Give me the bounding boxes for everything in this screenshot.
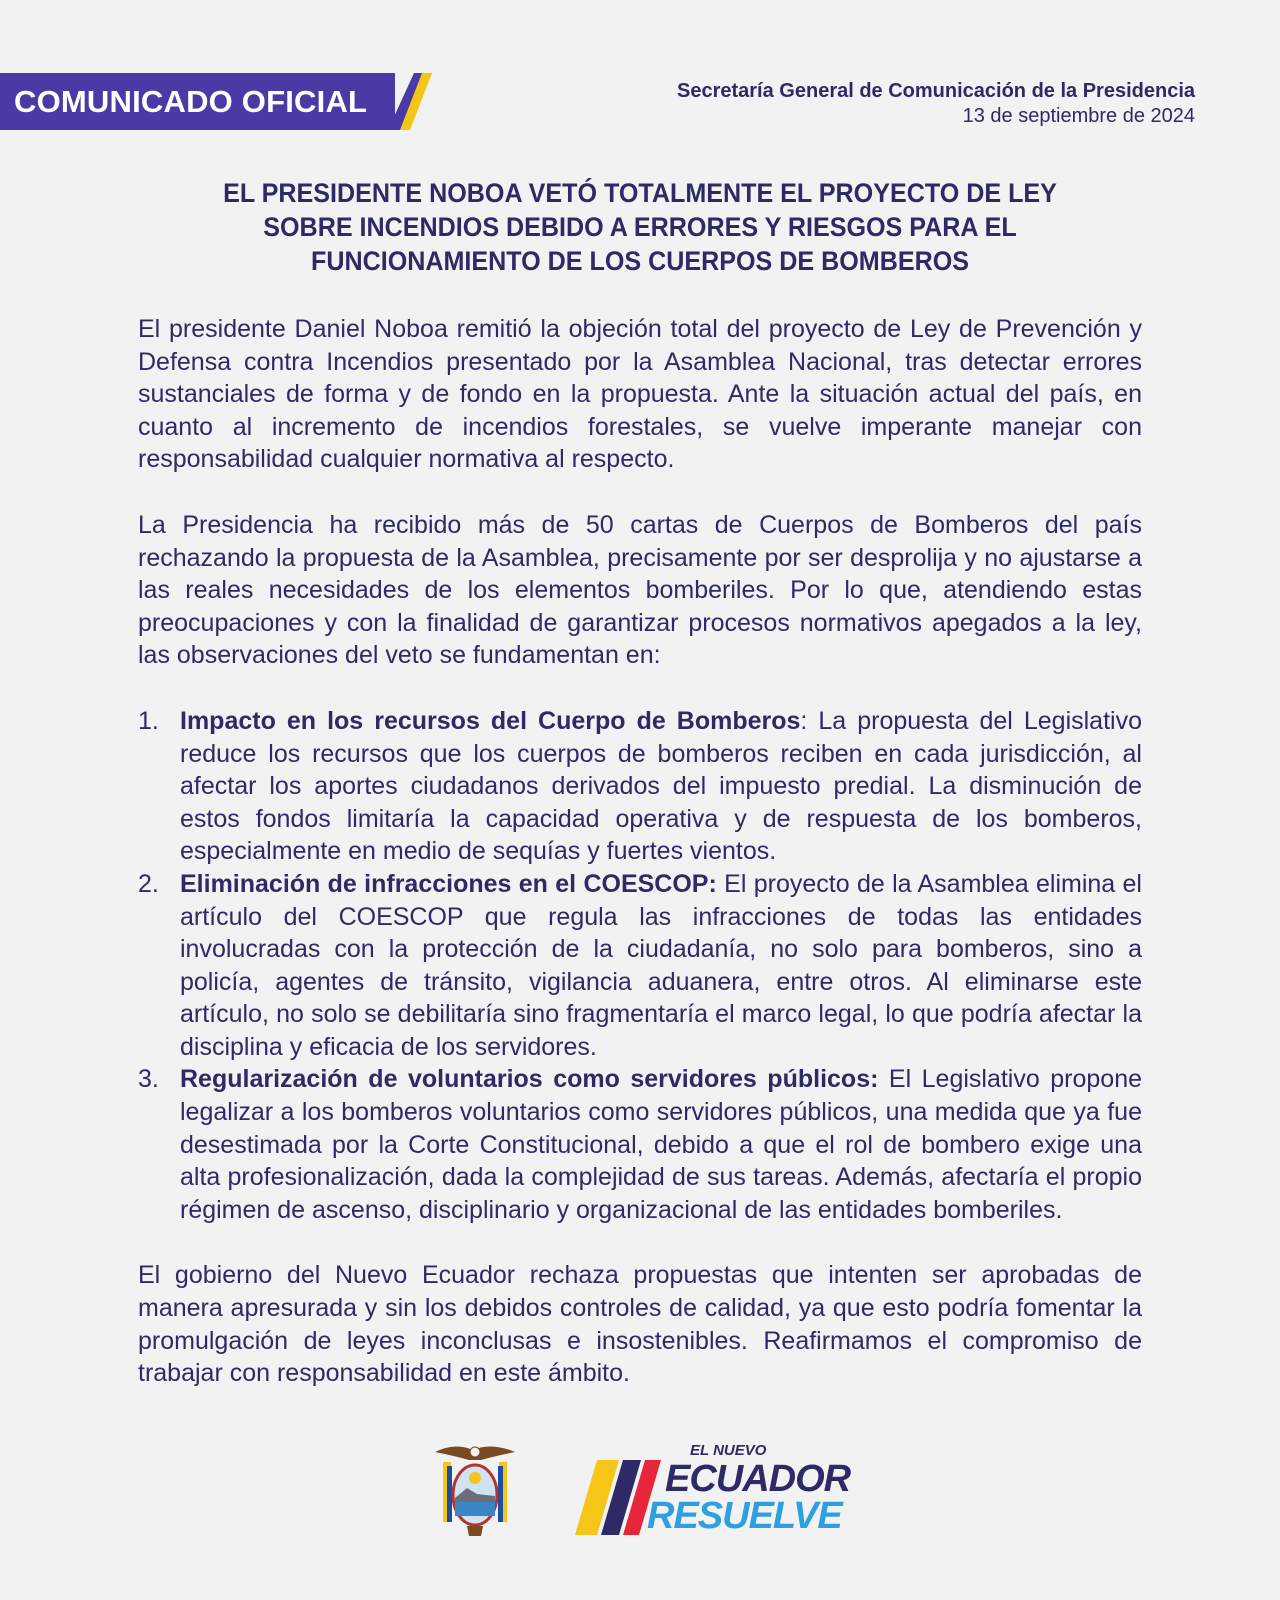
list-item-title: Impacto en los recursos del Cuerpo de Bomberos — [180, 706, 801, 735]
veto-observations-list — [138, 705, 1142, 1227]
list-item-separator: : — [800, 706, 819, 735]
comunicado-banner — [0, 73, 395, 130]
headline-line: SOBRE INCENDIOS DEBIDO A ERRORES Y RIESGOS PARA EL — [263, 212, 1017, 242]
list-item-title: Eliminación de infracciones en el COESCOP: — [180, 869, 717, 898]
list-item-text: La propuesta del Legislativo reduce los recursos que los cuerpos de bomberos reciben en cada jurisdicción, al afectar los aportes ciudadanos derivados del impuesto predial. La disminución de estos fondos limitaría la capacidad operativa y de respuesta de los bomberos, especialmente en medio de sequías y fuertes vientos. — [180, 706, 1142, 866]
document-body — [138, 313, 1142, 1423]
yellow-slash-accent — [388, 73, 432, 130]
paragraph-letters: La Presidencia ha recibido más de 50 cartas de Cuerpos de Bomberos del país rechazando la propuesta de la Asamblea, precisamente por ser desprolija y no ajustarse a las reales necesidades de los elementos bomberiles. Por lo que, atendiendo estas preocupaciones y con la finalidad de garantizar procesos normativos apegados a la ley, las observaciones del veto se fundamentan en: — [138, 510, 1142, 670]
brand-resuelve: RESUELVE — [647, 1495, 842, 1537]
headline-line: FUNCIONAMIENTO DE LOS CUERPOS DE BOMBEROS — [310, 246, 970, 276]
brand-ecuador: ECUADOR — [665, 1458, 851, 1500]
headline — [175, 176, 1105, 278]
issuer-block — [677, 80, 1195, 128]
list-item-separator — [878, 1065, 889, 1093]
issue-date: 13 de septiembre de 2024 — [962, 105, 1195, 127]
paragraph-intro: El presidente Daniel Noboa remitió la objeción total del proyecto de Ley de Prevención y Defensa contra Incendios presentado por la Asamblea Nacional, tras detectar errores sustanciales de forma y de fondo en la propuesta. Ante la situación actual del país, en cuanto al incremento de incendios forestales, se vuelve imperante manejar con responsabilidad cualquier normativa al respecto. — [138, 315, 1142, 474]
footer-logos — [425, 1440, 851, 1540]
issuer-organization: Secretaría General de Comunicación de la Presidencia — [677, 80, 1195, 102]
list-item-text: El Legislativo propone legalizar a los bomberos voluntarios como servidores públicos, una medida que ya fue desestimada por la Corte Constitucional, debido a que el rol de bombero exige una alta profesionalización, dada la complejidad de sus tareas. Además, afectaría el propio régimen de ascenso, disciplinario y organizacional de las entidades bomberiles. — [180, 1065, 1142, 1224]
list-item-title: Regularización de voluntarios como servidores públicos: — [180, 1065, 879, 1094]
list-item-text: El proyecto de la Asamblea elimina el artículo del COESCOP que regula las infracciones de todas las entidades involucradas con la protección de la ciudadanía, no solo para bomberos, sino a policía, agentes de tránsito, vigilancia aduanera, entre otros. Al eliminarse este artículo, no solo se debilitaría sino fragmentaría el marco legal, lo que podría afectar la disciplina y eficacia de los servidores. — [180, 869, 1142, 1061]
list-number: 3. — [138, 1065, 159, 1094]
banner-label: COMUNICADO OFICIAL — [14, 83, 368, 119]
headline-line: EL PRESIDENTE NOBOA VETÓ TOTALMENTE EL PROYECTO DE LEY — [223, 178, 1057, 208]
list-item — [138, 705, 1142, 868]
el-nuevo-ecuador-resuelve-logo — [575, 1440, 851, 1540]
list-number: 2. — [138, 869, 159, 898]
paragraph-closing: El gobierno del Nuevo Ecuador rechaza propuestas que intenten ser aprobadas de manera apresurada y sin los debidos controles de calidad, ya que esto podría fomentar la promulgación de leyes inconclusas e insostenibles. Reafirmamos el compromiso de trabajar con responsabilidad en este ámbito. — [138, 1261, 1142, 1388]
brand-el-nuevo: EL NUEVO — [690, 1442, 767, 1459]
ecuador-coat-of-arms-icon — [425, 1440, 525, 1540]
list-item — [138, 1063, 1142, 1226]
list-item — [138, 868, 1142, 1064]
list-number: 1. — [138, 706, 159, 735]
